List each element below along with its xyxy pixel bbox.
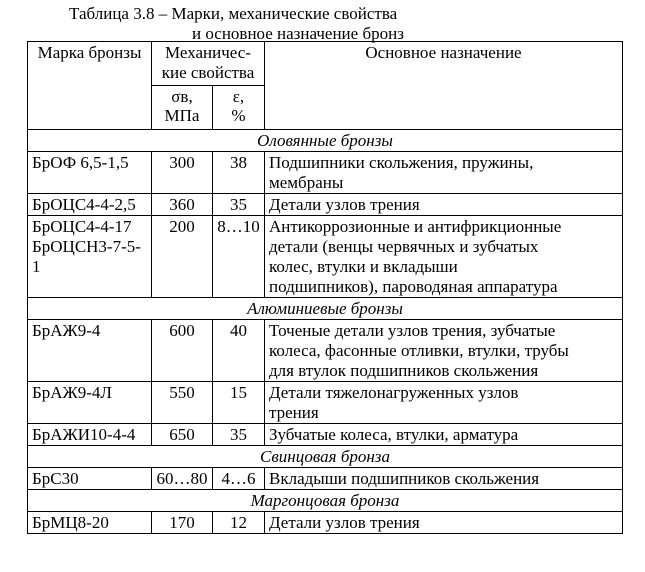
tensile-strength-cell: 650 xyxy=(152,424,213,446)
elongation-cell: 8…10 xyxy=(213,216,265,298)
grade-cell: БрМЦ8-20 xyxy=(28,512,152,534)
tensile-strength-cell: 300 xyxy=(152,152,213,194)
group-title: Алюминиевые бронзы xyxy=(28,298,623,320)
header-grade: Марка бронзы xyxy=(28,42,152,130)
grade-cell: БрАЖ9-4Л xyxy=(28,382,152,424)
group-row xyxy=(28,130,623,152)
caption-line-2: и основное назначение бронз xyxy=(192,24,404,43)
elongation-cell: 38 xyxy=(213,152,265,194)
elongation-cell: 35 xyxy=(213,424,265,446)
table-row xyxy=(28,512,623,534)
tensile-strength-cell: 550 xyxy=(152,382,213,424)
table-row xyxy=(28,468,623,490)
grade-cell: БрОЦС4-4-2,5 xyxy=(28,194,152,216)
purpose-cell: Вкладыши подшипников скольжения xyxy=(265,468,623,490)
tensile-strength-cell: 360 xyxy=(152,194,213,216)
purpose-cell: Точеные детали узлов трения, зубчатые колеса, фасонные отливки, втулки, трубы для втулок подшипников скольжения xyxy=(265,320,623,382)
tensile-strength-cell: 200 xyxy=(152,216,213,298)
header-mech-properties: Механичес- кие свойства xyxy=(152,42,265,86)
elongation-cell: 15 xyxy=(213,382,265,424)
group-row xyxy=(28,298,623,320)
group-row xyxy=(28,490,623,512)
grade-cell: БрАЖ9-4 xyxy=(28,320,152,382)
purpose-cell: Антикоррозионные и антифрикционные детали (венцы червячных и зубчатых колес, втулки и вкладыши подшипников), пароводяная аппаратура xyxy=(265,216,623,298)
purpose-cell: Детали узлов трения xyxy=(265,194,623,216)
grade-cell: БрОФ 6,5-1,5 xyxy=(28,152,152,194)
elongation-cell: 40 xyxy=(213,320,265,382)
grade-cell: БрОЦС4-4-17 БрОЦСН3-7-5-1 xyxy=(28,216,152,298)
group-title: Маргонцовая бронза xyxy=(28,490,623,512)
table-row xyxy=(28,194,623,216)
tensile-strength-cell: 600 xyxy=(152,320,213,382)
tensile-strength-cell: 60…80 xyxy=(152,468,213,490)
tensile-strength-cell: 170 xyxy=(152,512,213,534)
elongation-cell: 4…6 xyxy=(213,468,265,490)
group-row xyxy=(28,446,623,468)
header-purpose: Основное назначение xyxy=(265,42,623,130)
grade-cell: БрАЖИ10-4-4 xyxy=(28,424,152,446)
bronze-table xyxy=(27,41,623,534)
purpose-cell: Детали тяжелонагруженных узлов трения xyxy=(265,382,623,424)
table-row xyxy=(28,152,623,194)
grade-cell: БрС30 xyxy=(28,468,152,490)
purpose-cell: Подшипники скольжения, пружины, мембраны xyxy=(265,152,623,194)
elongation-cell: 12 xyxy=(213,512,265,534)
table-row xyxy=(28,424,623,446)
header-sigma: σв, МПа xyxy=(152,86,213,130)
caption-line-1: Таблица 3.8 – Марки, механические свойства xyxy=(69,4,398,23)
purpose-cell: Зубчатые колеса, втулки, арматура xyxy=(265,424,623,446)
header-epsilon: ε, % xyxy=(213,86,265,130)
group-title: Свинцовая бронза xyxy=(28,446,623,468)
group-title: Оловянные бронзы xyxy=(28,130,623,152)
table-row xyxy=(28,216,623,298)
table-row xyxy=(28,320,623,382)
table-row xyxy=(28,382,623,424)
elongation-cell: 35 xyxy=(213,194,265,216)
purpose-cell: Детали узлов трения xyxy=(265,512,623,534)
